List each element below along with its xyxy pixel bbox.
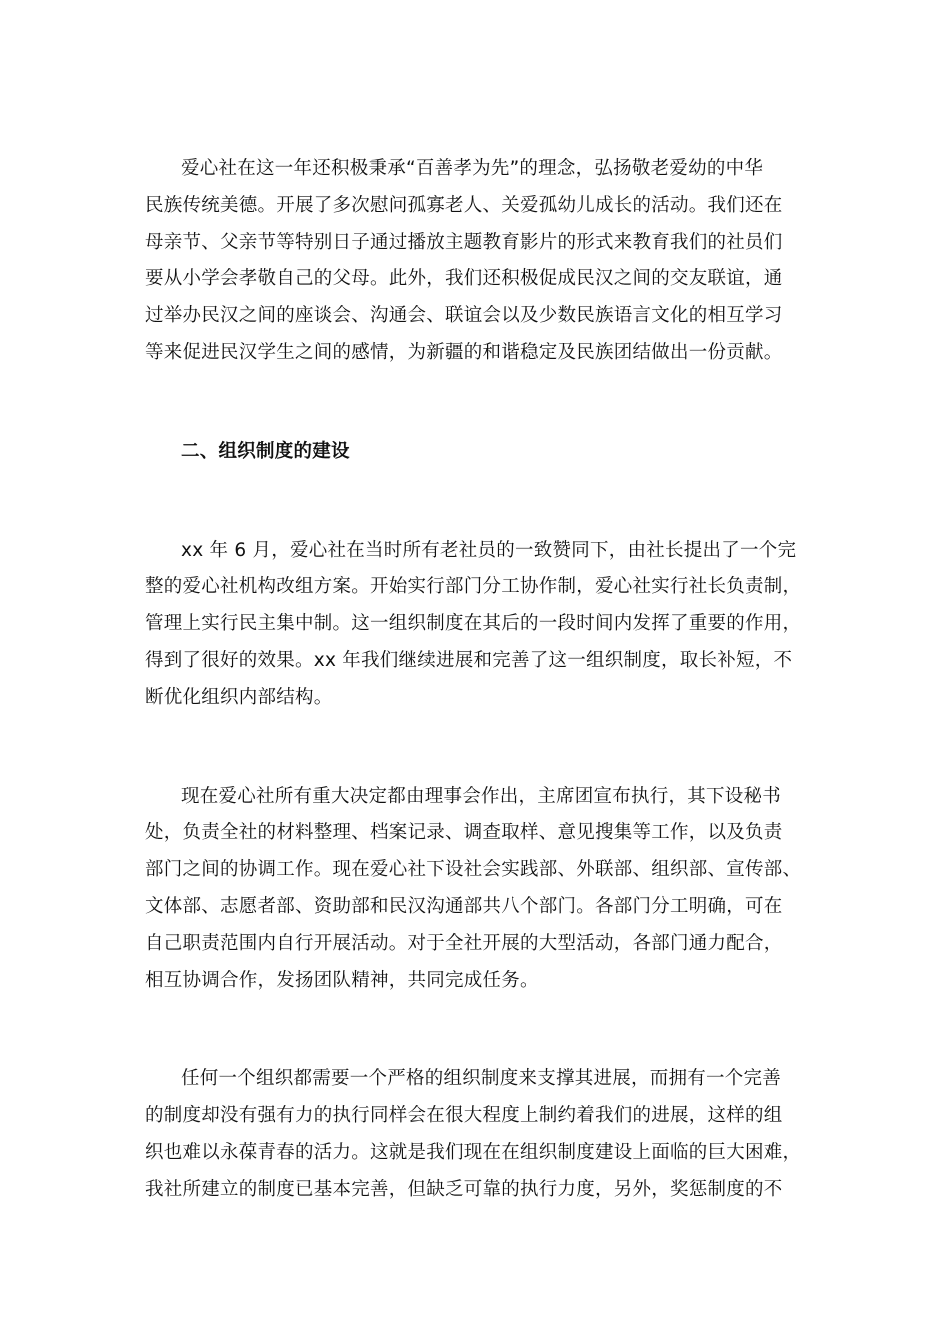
text-line: 过举办民汉之间的座谈会、沟通会、联谊会以及少数民族语言文化的相互学习 xyxy=(145,305,783,327)
document-body xyxy=(145,151,805,1209)
text-line: 等来促进民汉学生之间的感情，为新疆的和谐稳定及民族团结做出一份贡献。 xyxy=(145,341,783,363)
text-line: 相互协调合作，发扬团队精神，共同完成任务。 xyxy=(145,969,539,991)
text-line: 处，负责全社的材料整理、档案记录、调查取样、意见搜集等工作，以及负责 xyxy=(145,822,783,844)
paragraph-spacer xyxy=(145,372,805,434)
text-line: 任何一个组织都需要一个严格的组织制度来支撑其进展，而拥有一个完善 xyxy=(181,1068,782,1090)
paragraph-spacer xyxy=(145,999,805,1061)
text-line: 织也难以永葆青春的活力。这就是我们现在在组织制度建设上面临的巨大困难， xyxy=(145,1141,802,1163)
text-line: 部门之间的协调工作。现在爱心社下设社会实践部、外联部、组织部、宣传部、 xyxy=(145,859,802,881)
text-line: 得到了很好的效果。xx 年我们继续进展和完善了这一组织制度，取长补短，不 xyxy=(145,649,793,671)
paragraph-reorganization xyxy=(145,533,805,717)
text-line: 整的爱心社机构改组方案。开始实行部门分工协作制，爱心社实行社长负责制， xyxy=(145,576,802,598)
text-line: 母亲节、父亲节等特别日子通过播放主题教育影片的形式来教育我们的社员们 xyxy=(145,231,783,253)
text-line: 民族传统美德。开展了多次慰问孤寡老人、关爱孤幼儿成长的活动。我们还在 xyxy=(145,194,783,216)
heading-text: 二、组织制度的建设 xyxy=(181,440,350,462)
text-line: 断优化组织内部结构。 xyxy=(145,686,333,708)
text-line: 自己职责范围内自行开展活动。对于全社开展的大型活动，各部门通力配合， xyxy=(145,932,783,954)
paragraph-spacer xyxy=(145,717,805,779)
text-line: 我社所建立的制度已基本完善，但缺乏可靠的执行力度，另外，奖惩制度的不 xyxy=(145,1178,783,1200)
paragraph-difficulties xyxy=(145,1061,805,1208)
section-heading xyxy=(145,434,805,471)
text-line: 文体部、志愿者部、资助部和民汉沟通部共八个部门。各部门分工明确，可在 xyxy=(145,895,783,917)
text-line: 管理上实行民主集中制。这一组织制度在其后的一段时间内发挥了重要的作用， xyxy=(145,613,802,635)
paragraph-filial-piety xyxy=(145,151,805,372)
paragraph-spacer xyxy=(145,471,805,533)
text-line: 要从小学会孝敬自己的父母。此外，我们还积极促成民汉之间的交友联谊，通 xyxy=(145,268,783,290)
paragraph-departments xyxy=(145,779,805,1000)
text-line: 的制度却没有强有力的执行同样会在很大程度上制约着我们的进展，这样的组 xyxy=(145,1105,783,1127)
text-line: 爱心社在这一年还积极秉承“百善孝为先”的理念，弘扬敬老爱幼的中华 xyxy=(181,158,764,179)
text-line: 现在爱心社所有重大决定都由理事会作出，主席团宣布执行，其下设秘书 xyxy=(181,785,782,807)
text-line: xx 年 6 月，爱心社在当时所有老社员的一致赞同下，由社长提出了一个完 xyxy=(181,539,797,561)
